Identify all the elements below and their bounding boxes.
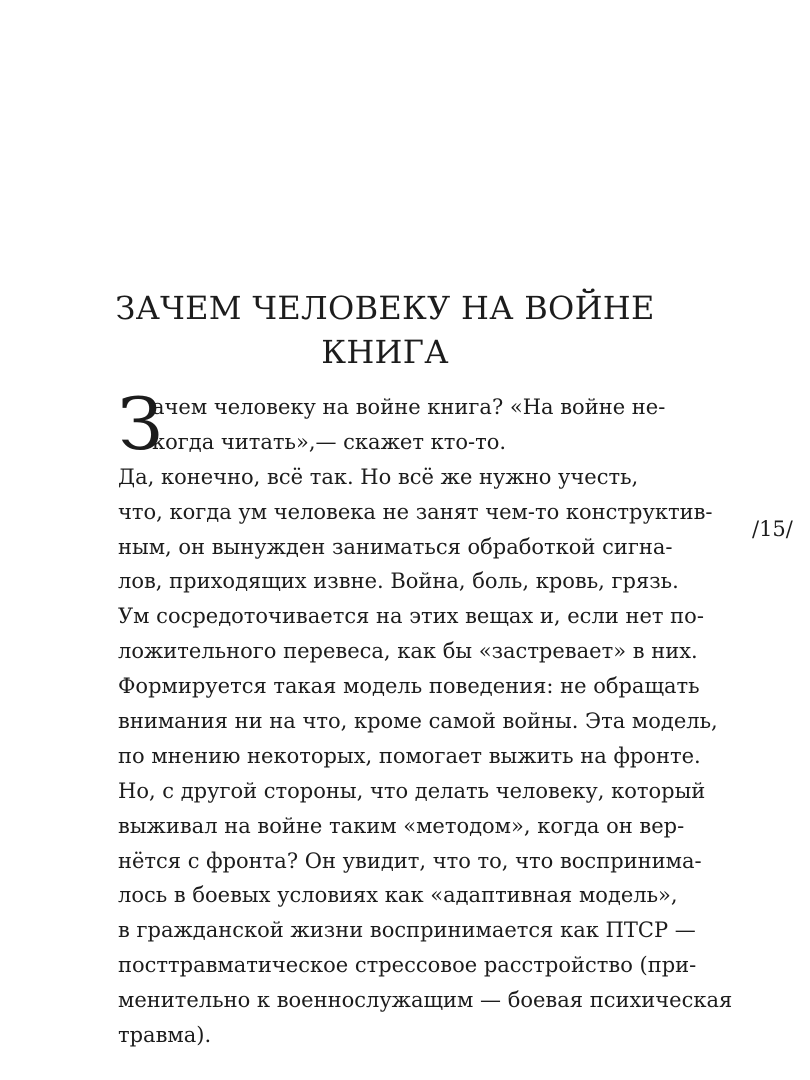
- text-line: менительно к военнослужащим — боевая психическая: [118, 988, 733, 1013]
- text-line: что, когда ум человека не занят чем-то конструктив-: [118, 499, 713, 524]
- text-line: нётся с фронта? Он увидит, что то, что воспринима-: [118, 848, 702, 873]
- text-line: лов, приходящих извне. Война, боль, кровь, грязь.: [118, 569, 679, 594]
- chapter-title-line-2: КНИГА: [321, 333, 449, 371]
- text-line: когда читать»,— скажет кто-то.: [152, 429, 507, 454]
- text-line: ачем человеку на войне книга? «На войне не-: [152, 395, 666, 419]
- page-number: /15/: [752, 517, 793, 541]
- drop-cap: З: [118, 382, 163, 466]
- text-line: посттравматическое стрессовое расстройство (при-: [118, 953, 697, 978]
- text-line: Формируется такая модель поведения: не обращать: [118, 674, 700, 699]
- text-line: ным, он вынужден заниматься обработкой сигна-: [118, 534, 673, 559]
- body-text: [118, 382, 733, 1053]
- text-line: внимания ни на что, кроме самой войны. Эта модель,: [118, 709, 718, 734]
- text-line: Ум сосредоточивается на этих вещах и, если нет по-: [118, 604, 704, 629]
- text-line: ложительного перевеса, как бы «застревает» в них.: [118, 639, 698, 664]
- text-line: травма).: [118, 1023, 212, 1048]
- text-line: лось в боевых условиях как «адаптивная модель»,: [118, 883, 678, 908]
- text-line: выживал на войне таким «методом», когда он вер-: [118, 813, 685, 838]
- text-line: по мнению некоторых, помогает выжить на фронте.: [118, 743, 701, 768]
- text-line: Да, конечно, всё так. Но всё же нужно учесть,: [118, 464, 639, 489]
- chapter-title-line-1: ЗАЧЕМ ЧЕЛОВЕКУ НА ВОЙНЕ: [115, 289, 655, 327]
- chapter-title: [60, 286, 710, 374]
- text-line: Но, с другой стороны, что делать человеку, который: [118, 778, 706, 803]
- text-line: в гражданской жизни воспринимается как ПТСР —: [118, 918, 696, 943]
